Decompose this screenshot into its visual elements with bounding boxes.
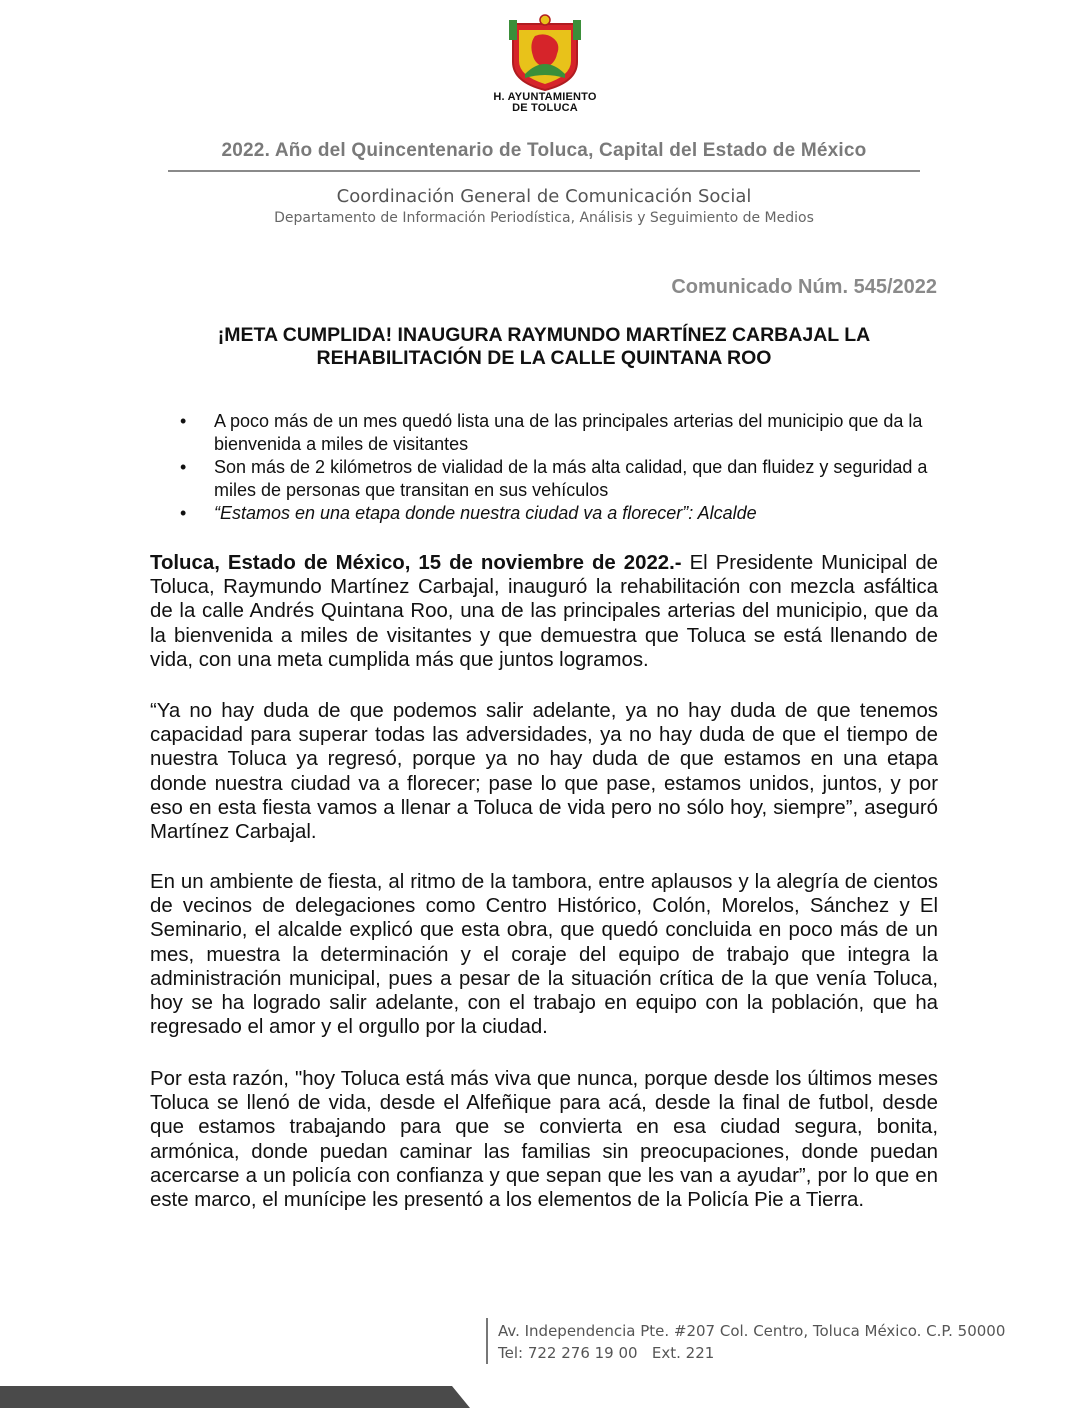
bullet-item <box>150 410 938 456</box>
toluca-crest-icon <box>505 14 585 92</box>
year-banner: 2022. Año del Quincentenario de Toluca, Capital del Estado de México <box>221 140 867 161</box>
bullet-text: A poco más de un mes quedó lista una de las principales arterias del municipio que da la bienvenida a miles de visitantes <box>214 411 923 454</box>
summary-bullets <box>150 410 938 525</box>
body-paragraph-4: Por esta razón, "hoy Toluca está más viva que nunca, porque desde los últimos meses Toluca se llenó de vida, desde el Alfeñique para acá, desde la final de futbol, desde que estamos trabajando para que se convierta en esa ciudad segura, bonita, armónica, donde puedan caminar las familias sin preocupaciones, donde puedan acercarse a un policía con confianza y que sepan que les van a ayudar”, por lo que en este marco, el munícipe les presentó a los elementos de la Policía Pie a Tierra. <box>150 1068 938 1212</box>
headline: ¡META CUMPLIDA! INAUGURA RAYMUNDO MARTÍNEZ CARBAJAL LA REHABILITACIÓN DE LA CALLE QUINTANA ROO <box>217 324 871 369</box>
body-paragraph-1 <box>150 551 938 672</box>
footer-contact <box>498 1320 1005 1364</box>
footer-extension: Ext. 221 <box>651 1344 715 1362</box>
bullet-icon: • <box>180 503 187 523</box>
footer-phone-line <box>498 1342 1005 1364</box>
bullet-icon: • <box>180 457 187 477</box>
body-paragraph-3: En un ambiente de fiesta, al ritmo de la tambora, entre aplausos y la alegría de cientos de vecinos de delegaciones como Centro Histórico, Colón, Morelos, Sánchez y El Seminario, el alcalde explicó que esta obra, que quedó concluida en poco más de un mes, muestra la determinación y el coraje del equipo de trabajo que integra la administración municipal, pues a pesar de la situación crítica de la que venía Toluca, hoy se ha logrado salir adelante, con el trabajo en equipo con la población, que ha regresado el amor y el orgullo por la ciudad. <box>150 871 938 1039</box>
dateline: Toluca, Estado de México, 15 de noviembre de 2022.- <box>150 552 682 574</box>
footer-band <box>0 1386 1088 1408</box>
footer-divider <box>486 1318 488 1364</box>
department-subtitle: Departamento de Información Periodística, Análisis y Seguimiento de Medios <box>274 210 814 226</box>
bullet-text: Son más de 2 kilómetros de vialidad de la más alta calidad, que dan fluidez y seguridad a miles de personas que transitan en sus vehículos <box>214 457 928 500</box>
bullet-icon: • <box>180 411 187 431</box>
municipal-logo <box>490 14 600 114</box>
coordination-title: Coordinación General de Comunicación Social <box>336 186 752 207</box>
logo-caption-line1: H. AYUNTAMIENTO <box>493 91 597 103</box>
footer-address: Av. Independencia Pte. #207 Col. Centro, Toluca México. C.P. 50000 <box>498 1322 1006 1340</box>
bullet-text: “Estamos en una etapa donde nuestra ciudad va a florecer”: Alcalde <box>214 503 757 523</box>
bullet-item <box>150 502 938 525</box>
paragraph-text: El Presidente Municipal de Toluca, Raymundo Martínez Carbajal, inauguró la rehabilitación con mezcla asfáltica de la calle Andrés Quintana Roo, una de las principales arterias del municipio, que da la bienvenida a miles de visitantes y que demuestra que Toluca se está llenando de vida, con una meta cumplida más que juntos logramos. <box>150 552 938 671</box>
header-divider <box>168 170 920 172</box>
footer-phone: Tel: 722 276 19 00 <box>498 1344 638 1362</box>
release-number: Comunicado Núm. 545/2022 <box>671 276 937 298</box>
logo-caption-line2: DE TOLUCA <box>512 102 578 114</box>
bullet-item <box>150 456 938 502</box>
body-paragraph-2: “Ya no hay duda de que podemos salir adelante, ya no hay duda de que tenemos capacidad para superar todas las adversidades, ya no hay duda de que el tiempo de nuestra Toluca ya regresó, porque ya no hay duda de que estamos en una etapa donde nuestra ciudad va a florecer; pase lo que pase, estamos unidos, juntos, y por eso en esta fiesta vamos a llenar a Toluca de vida pero no sólo hoy, siempre”, aseguró Martínez Carbajal. <box>150 700 938 844</box>
